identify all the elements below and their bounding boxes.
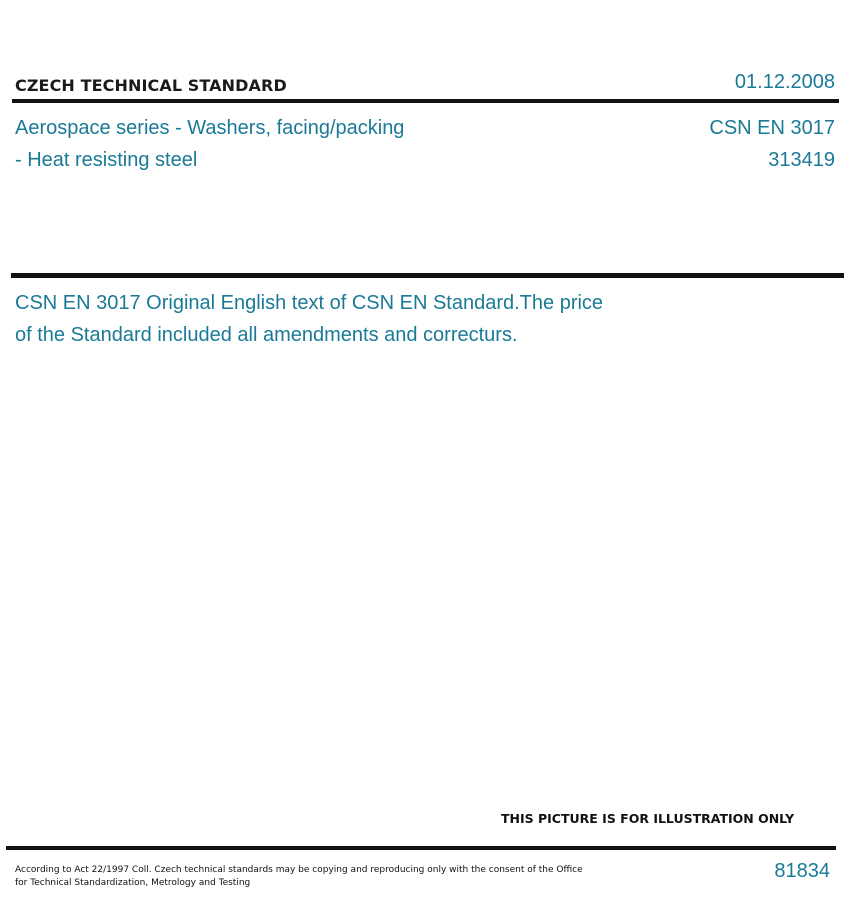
legal-line-1: According to Act 22/1997 Coll. Czech technical standards may be copying and reproducing only with the consent of the Office: [15, 865, 583, 875]
publication-date: 01.12.2008: [734, 71, 835, 93]
price-code: 81834: [774, 860, 830, 882]
standard-description: [15, 287, 665, 351]
description-line-2: of the Standard included all amendments and correcturs.: [15, 324, 518, 346]
legal-line-2: for Technical Standardization, Metrology and Testing: [15, 878, 251, 888]
standard-title-line-2: - Heat resisting steel: [15, 149, 198, 171]
standard-code: CSN EN 3017: [709, 117, 835, 139]
bottom-divider: [6, 846, 836, 850]
catalog-number: 313419: [768, 149, 835, 171]
legal-notice: [15, 864, 585, 890]
top-divider: [12, 99, 839, 103]
middle-divider: [11, 273, 844, 278]
standard-type-heading: CZECH TECHNICAL STANDARD: [15, 76, 287, 95]
standard-title-line-1: Aerospace series - Washers, facing/packing: [15, 117, 405, 139]
description-line-1: CSN EN 3017 Original English text of CSN EN Standard.The price: [15, 292, 604, 314]
illustration-notice: THIS PICTURE IS FOR ILLUSTRATION ONLY: [501, 811, 795, 826]
